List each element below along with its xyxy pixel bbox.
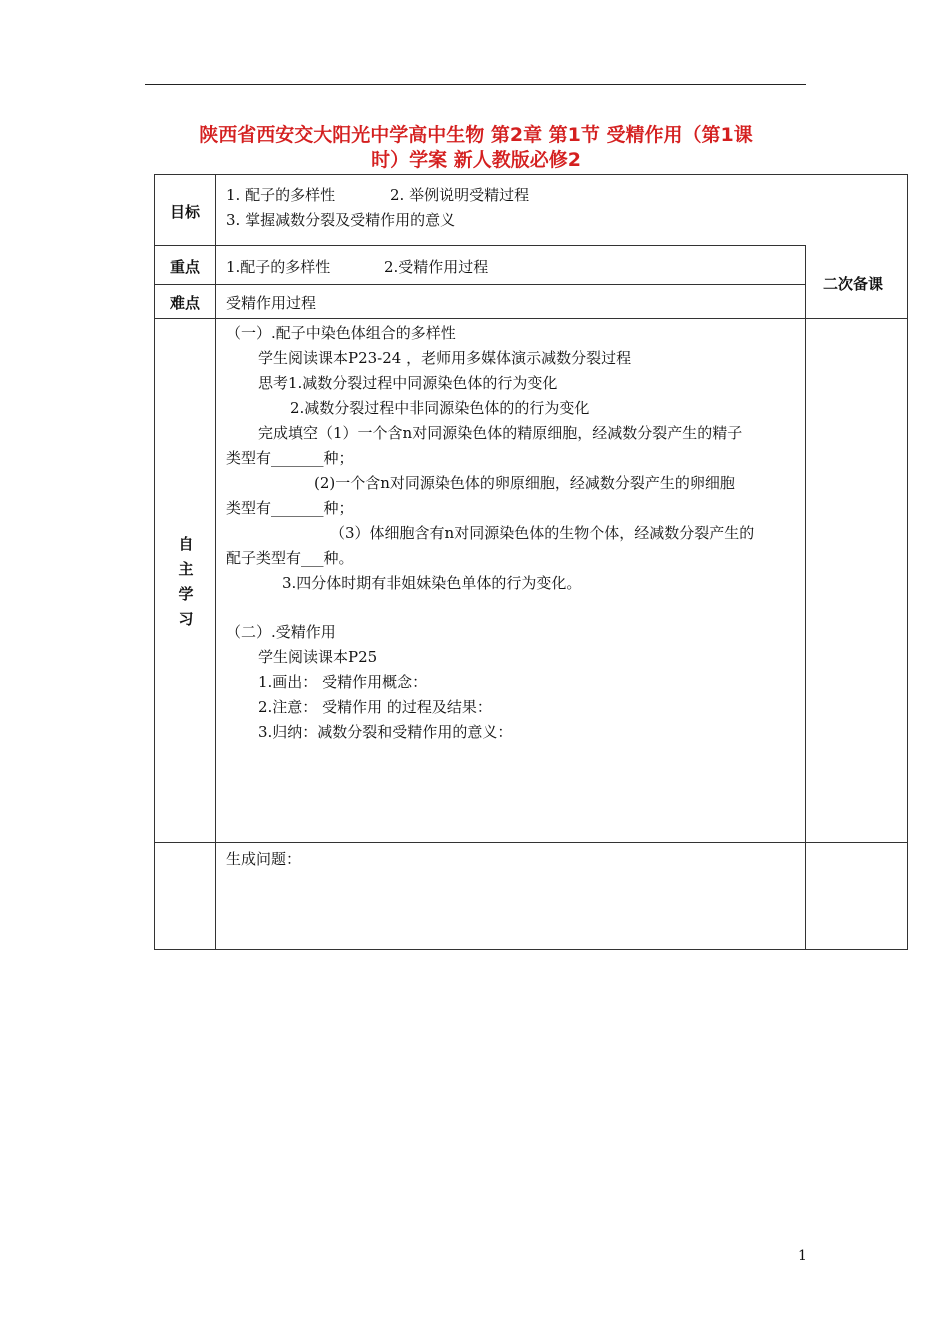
think-question-3: 3.四分体时期有非姐妹染色单体的行为变化。: [282, 574, 582, 592]
key-item-1: 1.配子的多样性: [226, 258, 331, 276]
header-rule: [145, 84, 806, 85]
title-line-2: 时）学案 新人教版必修2: [371, 149, 581, 171]
fill-blank-3-line-1: （3）体细胞含有n对同源染色体的生物个体，经减数分裂产生的: [330, 524, 755, 542]
key-label: 重点: [170, 258, 201, 276]
row-divider-self-study: [154, 842, 908, 843]
goal-item-1: 1. 配子的多样性: [226, 186, 336, 204]
table-border-right: [907, 174, 908, 949]
secondary-preparation-label: 二次备课: [823, 275, 884, 293]
table-border-bottom: [154, 949, 908, 950]
self-study-char-2: 主: [178, 560, 194, 578]
goal-label: 目标: [170, 203, 201, 221]
think-question-2: 2.减数分裂过程中非同源染色体的的行为变化: [290, 399, 590, 417]
fill-blank-1-line-1: 完成填空（1）一个含n对同源染色体的精原细胞，经减数分裂产生的精子: [258, 424, 743, 442]
self-study-label: [175, 532, 197, 632]
section-2-heading: （二）.受精作用: [226, 623, 336, 641]
self-study-char-3: 学: [178, 585, 194, 603]
row-divider-key: [154, 284, 805, 285]
difficulty-text: 受精作用过程: [226, 294, 317, 312]
self-study-char-4: 习: [178, 610, 194, 628]
fill-blank-1-line-2: 类型有_______种；: [226, 449, 354, 467]
goal-item-2: 2. 举例说明受精过程: [390, 186, 530, 204]
think-question-1: 思考1.减数分裂过程中同源染色体的行为变化: [258, 374, 558, 392]
table-border-left: [154, 174, 155, 949]
task-note: 2.注意： 受精作用 的过程及结果：: [258, 698, 492, 716]
difficulty-label: 难点: [170, 294, 201, 312]
side-column-divider: [805, 245, 806, 949]
task-summarize: 3.归纳：减数分裂和受精作用的意义：: [258, 723, 513, 741]
label-column-divider: [215, 174, 216, 949]
task-draw: 1.画出： 受精作用概念：: [258, 673, 428, 691]
reading-instruction-2: 学生阅读课本P25: [258, 648, 378, 666]
fill-blank-2-line-1: (2)一个含n对同源染色体的卵原细胞，经减数分裂产生的卵细胞: [314, 474, 735, 492]
goal-item-3: 3. 掌握减数分裂及受精作用的意义: [226, 211, 456, 229]
table-border-top: [154, 174, 908, 175]
generated-questions-label: 生成问题：: [226, 850, 302, 868]
row-divider-goal: [154, 245, 805, 246]
fill-blank-3-line-2: 配子类型有___种。: [226, 549, 354, 567]
section-1-heading: （一）.配子中染色体组合的多样性: [226, 324, 456, 342]
reading-instruction-1: 学生阅读课本P23-24 ，老师用多媒体演示减数分裂过程: [258, 349, 632, 367]
fill-blank-2-line-2: 类型有_______种；: [226, 499, 354, 517]
key-item-2: 2.受精作用过程: [384, 258, 489, 276]
document-title: [140, 123, 812, 173]
row-divider-difficulty: [154, 318, 908, 319]
self-study-char-1: 自: [178, 535, 194, 553]
title-line-1: 陕西省西安交大阳光中学高中生物 第2章 第1节 受精作用（第1课: [199, 124, 753, 146]
page-number: 1: [798, 1248, 807, 1264]
